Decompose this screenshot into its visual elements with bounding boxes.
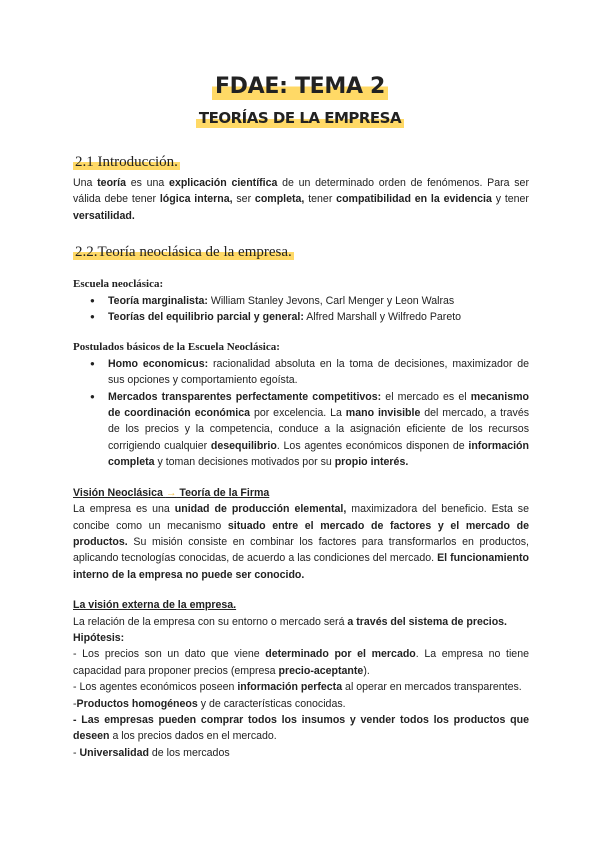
- document-body: [73, 150, 529, 761]
- subtitle-block: [0, 108, 600, 128]
- hipotesis-label: Hipótesis:: [73, 631, 125, 644]
- section-heading-neoclassical: 2.2.Teoría neoclásica de la empresa.: [75, 244, 292, 261]
- school-heading: Escuela neoclásica:: [73, 278, 164, 291]
- hipotesis-item: - Los precios son un dato que viene determinado por el mercado. La empresa no tiene capacidad para proponer precios (empresa precio-aceptante).: [73, 648, 529, 677]
- postulados-heading: Postulados básicos de la Escuela Neoclásica:: [73, 341, 280, 354]
- list-item: ● Homo economicus: racionalidad absoluta en la toma de decisiones, maximizador de sus opciones y comportamiento egoísta.: [73, 356, 529, 389]
- externa-heading: La visión externa de la empresa.: [73, 599, 237, 612]
- list-item: ● Teorías del equilibrio parcial y general: Alfred Marshall y Wilfredo Pareto: [73, 309, 529, 325]
- school-list: [73, 293, 529, 326]
- hipotesis-item: - Los agentes económicos poseen información perfecta al operar en mercados transparentes.: [73, 681, 522, 694]
- postulados-list: [73, 356, 529, 471]
- list-item: ● Mercados transparentes perfectamente competitivos: el mercado es el mecanismo de coordinación económica por excelencia. La mano invisible del mercado, a través de los precios y la competencia, conduce a la asignación eficiente de los recursos corrigiendo cualquier desequilibrio. Los agentes económicos disponen de información completa y toman decisiones motivados por su propio interés.: [73, 389, 529, 471]
- intro-paragraph: Una teoría es una explicación científica de un determinado orden de fenómenos. Para ser válida debe tener lógica interna, ser completa, tener compatibilidad en la evidencia y tener versatilidad.: [73, 177, 529, 222]
- hipotesis-item: - Las empresas pueden comprar todos los insumos y vender todos los productos que deseen a los precios dados en el mercado.: [73, 713, 529, 743]
- title-block: [0, 74, 600, 100]
- document-title: FDAE: TEMA 2: [212, 74, 388, 100]
- hipotesis-item: -Productos homogéneos y de características conocidas.: [73, 697, 346, 710]
- document-subtitle: TEORÍAS DE LA EMPRESA: [196, 108, 404, 128]
- vision-paragraph: La empresa es una unidad de producción elemental, maximizadora del beneficio. Esta se concibe como un mecanismo situado entre el mercado de factores y el mercado de productos. Su misión consiste en combinar los factores para transformarlos en productos, aplicando tecnologías conocidas, de acuerdo a las condiciones del mercado. El funcionamiento interno de la empresa no puede ser conocido.: [73, 503, 530, 581]
- hipotesis-item: - Universalidad de los mercados: [73, 746, 230, 759]
- list-item: ● Teoría marginalista: William Stanley Jevons, Carl Menger y Leon Walras: [73, 293, 529, 309]
- vision-heading: Visión Neoclásica → Teoría de la Firma: [73, 486, 270, 499]
- section-heading-intro: 2.1 Introducción.: [75, 154, 178, 170]
- externa-paragraph: La relación de la empresa con su entorno o mercado será a través del sistema de precios.: [73, 615, 508, 628]
- arrow-right-icon: →: [165, 486, 177, 499]
